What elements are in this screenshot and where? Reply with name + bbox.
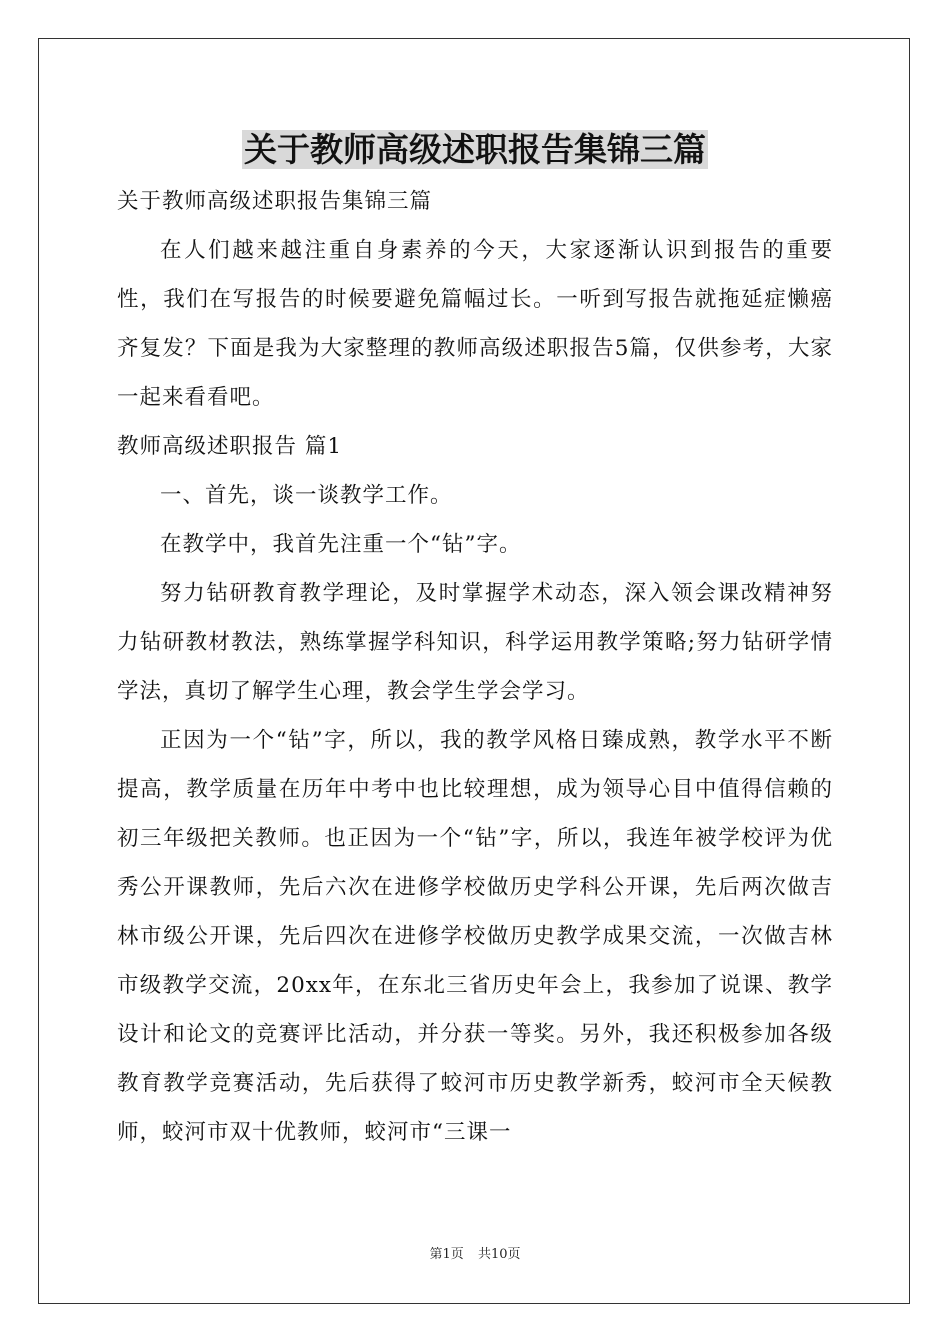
- document-subtitle: 关于教师高级述职报告集锦三篇: [117, 189, 433, 214]
- section-heading: 教师高级述职报告 篇1: [117, 434, 343, 459]
- page-footer: [0, 1246, 950, 1264]
- document-body: [117, 177, 833, 1157]
- page-total: 共10页: [477, 1247, 521, 1262]
- body-paragraph-4: 正因为一个“钻”字，所以，我的教学风格日臻成熟，教学水平不断提高，教学质量在历年中考中也比较理想，成为领导心目中值得信赖的初三年级把关教师。也正因为一个“钻”字，所以，我连年被学校评为优秀公开课教师，先后六次在进修学校做历史学科公开课，先后两次做吉林市级公开课，先后四次在进修学校做历史教学成果交流，一次做吉林市级教学交流，20xx年，在东北三省历史年会上，我参加了说课、教学设计和论文的竞赛评比活动，并分获一等奖。另外，我还积极参加各级教育教学竞赛活动，先后获得了蛟河市历史教学新秀，蛟河市全天候教师，蛟河市双十优教师，蛟河市“三课一: [117, 728, 833, 1145]
- body-paragraph-2: 在教学中，我首先注重一个“钻”字。: [160, 532, 522, 557]
- body-paragraph-1: 一、首先，谈一谈教学工作。: [160, 483, 453, 508]
- intro-paragraph: 在人们越来越注重自身素养的今天，大家逐渐认识到报告的重要性，我们在写报告的时候要避免篇幅过长。一听到写报告就拖延症懒癌齐复发？下面是我为大家整理的教师高级述职报告5篇，仅供参考，大家一起来看看吧。: [117, 238, 833, 410]
- body-paragraph-3: 努力钻研教育教学理论，及时掌握学术动态，深入领会课改精神努力钻研教材教法，熟练掌握学科知识，科学运用教学策略;努力钻研学情学法，真切了解学生心理，教会学生学会学习。: [117, 581, 833, 704]
- page-number: 第1页: [429, 1247, 464, 1262]
- document-title-text: 关于教师高级述职报告集锦三篇: [244, 130, 706, 169]
- document-title: [0, 128, 950, 172]
